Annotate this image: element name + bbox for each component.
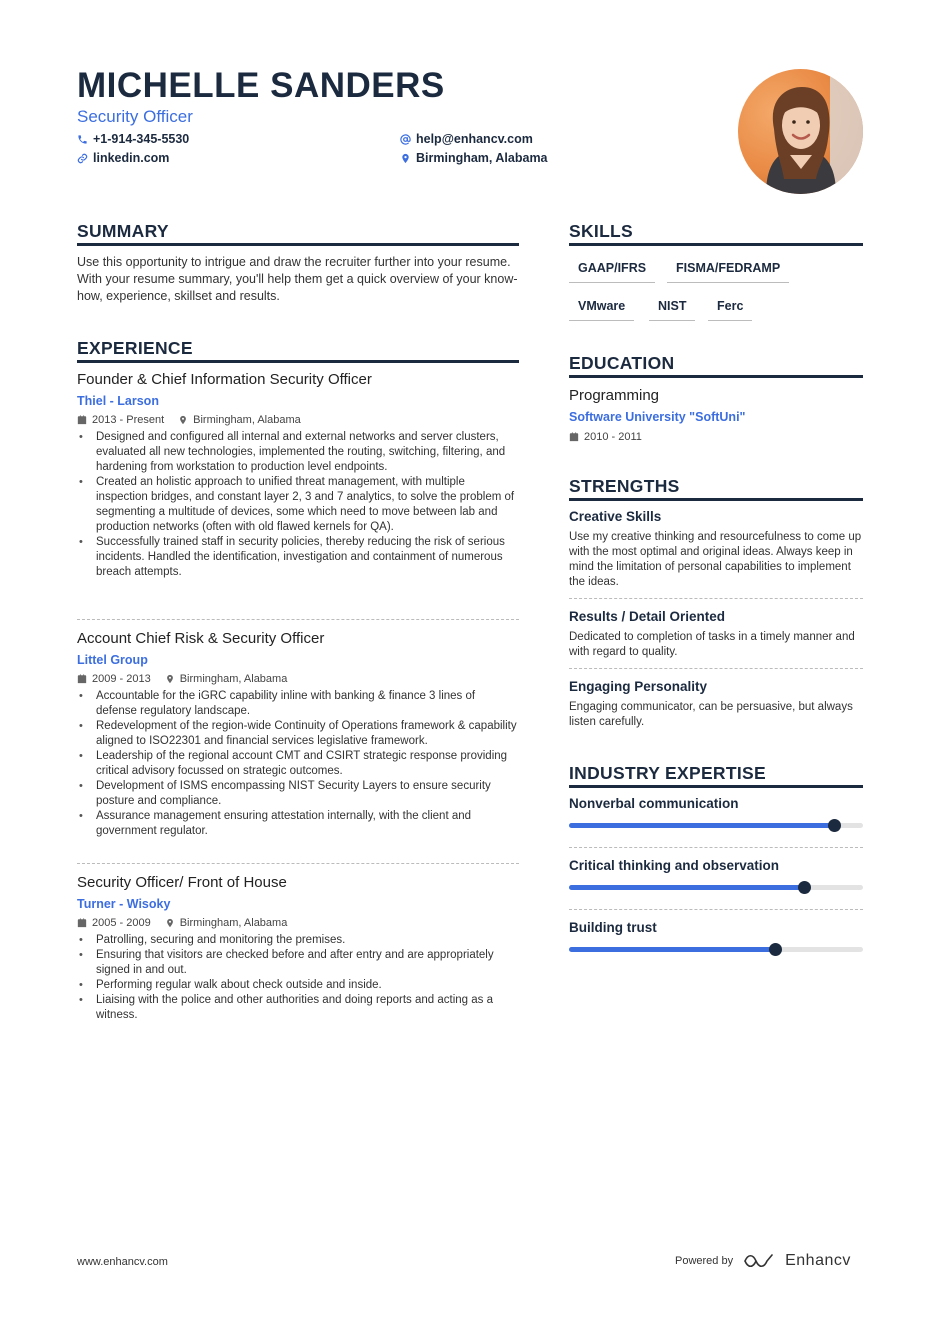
list-item: • Ensuring that visitors are checked before and after entry and are appropriately signed in and out. <box>77 948 519 978</box>
footer-website[interactable]: www.enhancv.com <box>77 1256 168 1268</box>
contact-location <box>400 150 548 166</box>
expertise-bar-fill <box>569 947 775 952</box>
job-role: Security Officer/ Front of House <box>77 874 287 891</box>
job-location: Birmingham, Alabama <box>193 414 301 426</box>
expertise-bar-knob <box>769 943 782 956</box>
contact-phone[interactable] <box>77 131 189 147</box>
list-item: • Redevelopment of the region-wide Continuity of Operations framework & capability aligned to ISO22301 and financial services legislative framework. <box>77 719 519 749</box>
link-icon <box>77 153 88 164</box>
skill-tag: Ferc <box>708 298 752 321</box>
expertise-heading: INDUSTRY EXPERTISE <box>569 763 863 788</box>
brand-name: Enhancv <box>785 1252 851 1269</box>
map-pin-icon <box>165 674 175 684</box>
at-icon <box>400 134 411 145</box>
strength-desc: Use my creative thinking and resourcefulness to come up with the most optimal and original ideas. Always keep in mind the limitation of personal capabilities to implement the ideas. <box>569 531 862 588</box>
map-pin-icon <box>165 918 175 928</box>
list-item: • Development of ISMS encompassing NIST Security Layers to ensure security posture and compliance. <box>77 779 519 809</box>
strengths-heading: STRENGTHS <box>569 476 863 501</box>
divider <box>77 863 519 864</box>
job-bullets <box>77 430 519 580</box>
job-bullets <box>77 933 519 1023</box>
expertise-bar-fill <box>569 823 834 828</box>
strength-title: Engaging Personality <box>569 679 708 694</box>
contact-email[interactable] <box>400 131 533 147</box>
summary-text: Use this opportunity to intrigue and draw the recruiter further into your resume. With your resume summary, you'll help them get a quick overview of your know-how, experience, skillset and results. <box>77 255 518 303</box>
calendar-icon <box>77 674 87 684</box>
experience-item <box>77 370 519 580</box>
candidate-name: MICHELLE SANDERS <box>77 66 445 105</box>
map-pin-icon <box>178 415 188 425</box>
list-item: • Leadership of the regional account CMT and CSIRT strategic response providing critical advisory focussed on strategic outcomes. <box>77 749 519 779</box>
education-school[interactable]: Software University "SoftUni" <box>569 410 746 424</box>
strength-desc: Dedicated to completion of tasks in a timely manner and with regard to quality. <box>569 631 855 658</box>
expertise-label: Nonverbal communication <box>569 796 739 811</box>
footer-brand[interactable] <box>675 1252 851 1270</box>
expertise-bar <box>569 947 863 952</box>
strength-title: Creative Skills <box>569 509 662 524</box>
job-role: Account Chief Risk & Security Officer <box>77 630 325 647</box>
divider <box>77 619 519 620</box>
job-location: Birmingham, Alabama <box>179 917 288 929</box>
divider <box>569 847 863 848</box>
experience-item <box>77 873 519 1023</box>
job-location: Birmingham, Alabama <box>179 673 288 685</box>
education-heading: EDUCATION <box>569 353 863 378</box>
skill-tag: GAAP/IFRS <box>569 260 655 283</box>
experience-heading: EXPERIENCE <box>77 338 519 363</box>
skills-heading: SKILLS <box>569 221 863 246</box>
expertise-label: Building trust <box>569 920 657 935</box>
strength-desc: Engaging communicator, can be persuasive, but always listen carefully. <box>569 701 853 728</box>
expertise-bar-knob <box>828 819 841 832</box>
calendar-icon <box>77 918 87 928</box>
job-company[interactable]: Thiel - Larson <box>77 394 159 408</box>
divider <box>569 668 863 669</box>
expertise-label: Critical thinking and observation <box>569 858 780 873</box>
skill-tag: VMware <box>569 298 634 321</box>
education-dates: 2010 - 2011 <box>584 431 642 443</box>
list-item: • Assurance management ensuring attestation internally, with the client and government regulator. <box>77 809 519 839</box>
powered-by-text: Powered by <box>675 1255 734 1267</box>
job-bullets <box>77 689 519 839</box>
calendar-icon <box>77 415 87 425</box>
list-item: • Liaising with the police and other authorities and doing reports and acting as a witness. <box>77 993 519 1023</box>
job-dates: 2013 - Present <box>92 414 165 426</box>
map-pin-icon <box>400 153 411 164</box>
divider <box>569 909 863 910</box>
calendar-icon <box>569 432 579 442</box>
phone-icon <box>77 134 88 145</box>
skill-tag: FISMA/FEDRAMP <box>667 260 789 283</box>
expertise-bar-fill <box>569 885 804 890</box>
location-text: Birmingham, Alabama <box>416 151 548 165</box>
candidate-title: Security Officer <box>77 107 193 126</box>
job-company[interactable]: Littel Group <box>77 653 148 667</box>
strength-title: Results / Detail Oriented <box>569 609 726 624</box>
contact-linkedin[interactable] <box>77 150 169 166</box>
job-role: Founder & Chief Information Security Officer <box>77 371 372 388</box>
list-item: • Designed and configured all internal and external networks and server clusters, evaluated all new technologies, implemented the routing, switching, filtering, and hardening from workstation to production level endpoints. <box>77 430 519 475</box>
list-item: • Performing regular walk about check outside and inside. <box>77 978 519 993</box>
job-company[interactable]: Turner - Wisoky <box>77 897 171 911</box>
list-item: • Created an holistic approach to unified threat management, with multiple inspection bridges, and constant layer 2, 3 and 7 analytics, to solve the problem of segmenting a multitude of devices, some which need to move between lab and production networks (often with old flawed kernels for QA). <box>77 475 519 535</box>
expertise-bar-knob <box>798 881 811 894</box>
job-dates: 2005 - 2009 <box>92 917 151 929</box>
list-item: • Accountable for the iGRC capability inline with banking & finance 3 lines of defense regulatory landscape. <box>77 689 519 719</box>
experience-item <box>77 629 519 839</box>
expertise-bar <box>569 885 863 890</box>
job-dates: 2009 - 2013 <box>92 673 151 685</box>
summary-heading: SUMMARY <box>77 221 519 246</box>
email-text: help@enhancv.com <box>416 132 533 146</box>
divider <box>569 598 863 599</box>
enhancv-logo-icon <box>743 1253 775 1269</box>
education-degree: Programming <box>569 387 660 404</box>
expertise-bar <box>569 823 863 828</box>
skill-tag: NIST <box>649 298 695 321</box>
phone-text: +1-914-345-5530 <box>93 132 190 146</box>
linkedin-text: linkedin.com <box>93 151 170 165</box>
profile-photo <box>738 69 863 194</box>
list-item: • Successfully trained staff in security policies, thereby reducing the risk of serious incidents. Handled the identification, investigation and containment of numerous breach attempts. <box>77 535 519 580</box>
list-item: • Patrolling, securing and monitoring the premises. <box>77 933 519 948</box>
